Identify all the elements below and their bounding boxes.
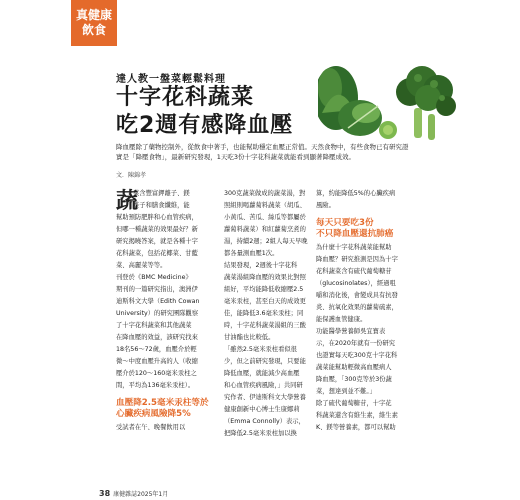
text-line: 照組則喝蘿蔔料蔬菜（胡瓜、	[224, 202, 306, 209]
body-column-2	[224, 188, 320, 440]
text-line: 算，約能降低5%的心臟疾病	[316, 190, 396, 197]
text-line: 也證實每天吃300克十字花科	[316, 352, 398, 359]
article-lead-line: 實是「降壓食物」，最新研究發現，1天吃3份十字花科蔬菜就能看到顯著降壓成效。	[116, 153, 356, 161]
text-line: 血壓降2.5毫米汞柱等於	[116, 398, 209, 408]
text-line: 菜，想達到並不難。」	[316, 388, 376, 395]
article-title-line2: 吃2週有感降血壓	[116, 113, 294, 138]
text-line: 把降低2.5毫米汞柱加以換	[224, 430, 297, 437]
paragraph	[224, 188, 320, 260]
text-line: 科蔬菜還含有維生素，維生素	[316, 412, 398, 419]
text-line: 功能醫學營養師吳宜寶表	[316, 328, 386, 335]
paragraph	[316, 398, 416, 434]
article-title-line1: 十字花科蔬菜	[116, 85, 255, 110]
text-line: 微～中度血壓升高的人（收縮	[116, 358, 198, 365]
section-tag	[71, 0, 117, 46]
text-line: 壓介於120～160毫米汞柱之	[116, 370, 197, 377]
text-line: 「雖然2.5毫米汞柱看似很	[224, 346, 297, 353]
text-line: 蘿蔔料蔬菜）和紅蘿蔔烹煮的	[224, 226, 306, 233]
text-line: 甘油酯也比較低。	[224, 334, 275, 341]
text-line: 時，十字花科蔬菜湯組的三酸	[224, 322, 306, 329]
text-line: 18名56～72歲，血壓介於輕	[116, 346, 197, 353]
text-line: 健康創新中心博士生康娜莉	[224, 406, 300, 413]
text-line: 示，在2020年就有一份研究	[316, 340, 395, 347]
text-line: 炎、抗氧化效果的蘿蔔硫素，	[316, 304, 398, 311]
text-line: （glucosinolates），經過咀	[316, 280, 396, 287]
text-line: 究作者、伊迪斯科文大學營養	[224, 394, 306, 401]
page-footer	[99, 489, 168, 498]
paragraph	[116, 272, 212, 392]
lead-paragraph	[116, 188, 212, 272]
text-line: 心臟疾病風險降5%	[116, 409, 191, 419]
body-column-3	[316, 188, 416, 434]
text-line: 都各量測血壓1次。	[224, 250, 279, 257]
text-line: 菜含豐富鉀離子、鎂	[133, 190, 190, 197]
drop-cap: 蔬	[116, 189, 139, 214]
text-line: 花科蔬菜，包括花椰菜、甘藍	[116, 250, 198, 257]
text-line: 受試者在午、晚餐飲用以	[116, 424, 186, 431]
text-line: 菜、高麗菜等等。	[116, 262, 167, 269]
text-line: 組好，平均能降低收縮壓2.5	[224, 286, 304, 293]
text-line: 小黃瓜、苦瓜、絲瓜等都屬於	[224, 214, 306, 221]
text-line: K、鎂等營養素，都可以幫助	[316, 424, 396, 431]
text-line: （Emma Connolly）表示，	[224, 418, 305, 425]
text-line: 風險。	[316, 202, 335, 209]
text-line: 降血壓？研究推測是因為十字	[316, 256, 398, 263]
paragraph	[116, 422, 212, 434]
text-line: 離子和膳食纖維，能	[133, 202, 190, 209]
paragraph	[316, 242, 416, 326]
issue-label: 康健雜誌2025年1月	[113, 491, 169, 498]
text-line: 和心血管疾病風險，」共同研	[224, 382, 303, 389]
text-line: 刊登於《BMC Medicine》	[116, 274, 192, 281]
text-line: 不只降血壓還抗肺癌	[316, 229, 394, 239]
text-line: 間，平均為136毫米汞柱）。	[116, 382, 195, 389]
text-line: 湯，持續2週；2組人每天早晚	[224, 238, 308, 245]
section-tag-line1: 真健康	[75, 8, 112, 22]
text-line: 佳，能降低3.6毫米汞柱；同	[224, 310, 304, 317]
section-tag-line2: 飲食	[81, 23, 106, 37]
text-line: 蔬菜湯組降血壓的效果比對照	[224, 274, 306, 281]
text-line: 降血壓，「300克等於3份蔬	[316, 376, 392, 383]
subheading	[316, 218, 416, 240]
broccoli-vegetables-photo	[318, 58, 458, 146]
paragraph-lines	[116, 212, 212, 272]
paragraph	[316, 326, 416, 398]
text-line: 除了硫代葡萄糖苷，十字花	[316, 400, 392, 407]
text-line: 了十字花科蔬菜和其他蔬菜	[116, 322, 192, 329]
text-line: 但哪一種蔬菜的效果最好？新	[116, 226, 198, 233]
text-line: 幫助預防肥胖和心血管疾病，	[116, 214, 198, 221]
text-line: 能保護血管健康。	[316, 316, 367, 323]
text-line: 嚼和消化後，會變成具有抗發	[316, 292, 398, 299]
text-line: University）的研究團隊觀察	[116, 310, 199, 317]
paragraph	[316, 188, 416, 212]
text-line: 研究揭曉答案，就是各種十字	[116, 238, 198, 245]
text-line: 期刊的一篇研究指出，澳洲伊	[116, 286, 198, 293]
text-line: 為什麼十字花科蔬菜能幫助	[316, 244, 392, 251]
text-line: 300克蔬菜做成的蔬菜湯，對	[224, 190, 306, 197]
text-line: 花科蔬菜含有硫代葡萄糖苷	[316, 268, 392, 275]
article-title	[116, 84, 293, 140]
text-line: 結果發現，2週後十字花科	[224, 262, 298, 269]
page-number: 38	[99, 489, 111, 498]
text-line: 在降血壓的效益，該研究找來	[116, 334, 198, 341]
body-column-1	[116, 188, 212, 434]
article-kicker: 達人教一盤菜輕鬆料理	[116, 74, 226, 85]
text-line: 蔬菜能幫助輕微高血壓病人	[316, 364, 392, 371]
text-line: 少，但之前研究發現，只要能	[224, 358, 306, 365]
article-byline: 文．陳錦孝	[116, 172, 147, 179]
paragraph	[224, 344, 320, 440]
text-line: 迪斯科文大學（Edith Cowan	[116, 298, 200, 305]
subheading	[116, 398, 212, 420]
text-line: 每天只要吃3份	[316, 218, 374, 228]
article-lead	[116, 142, 434, 162]
paragraph	[224, 260, 320, 344]
article-lead-line: 降血壓除了藥物控制外，從飲食中著手，也能幫助穩定血壓正常值。天然食物中，有些食物已有研究證	[116, 143, 409, 151]
text-line: 毫米汞柱，甚至白天的成效更	[224, 298, 306, 305]
text-line: 降低血壓，就能減少高血壓	[224, 370, 300, 377]
